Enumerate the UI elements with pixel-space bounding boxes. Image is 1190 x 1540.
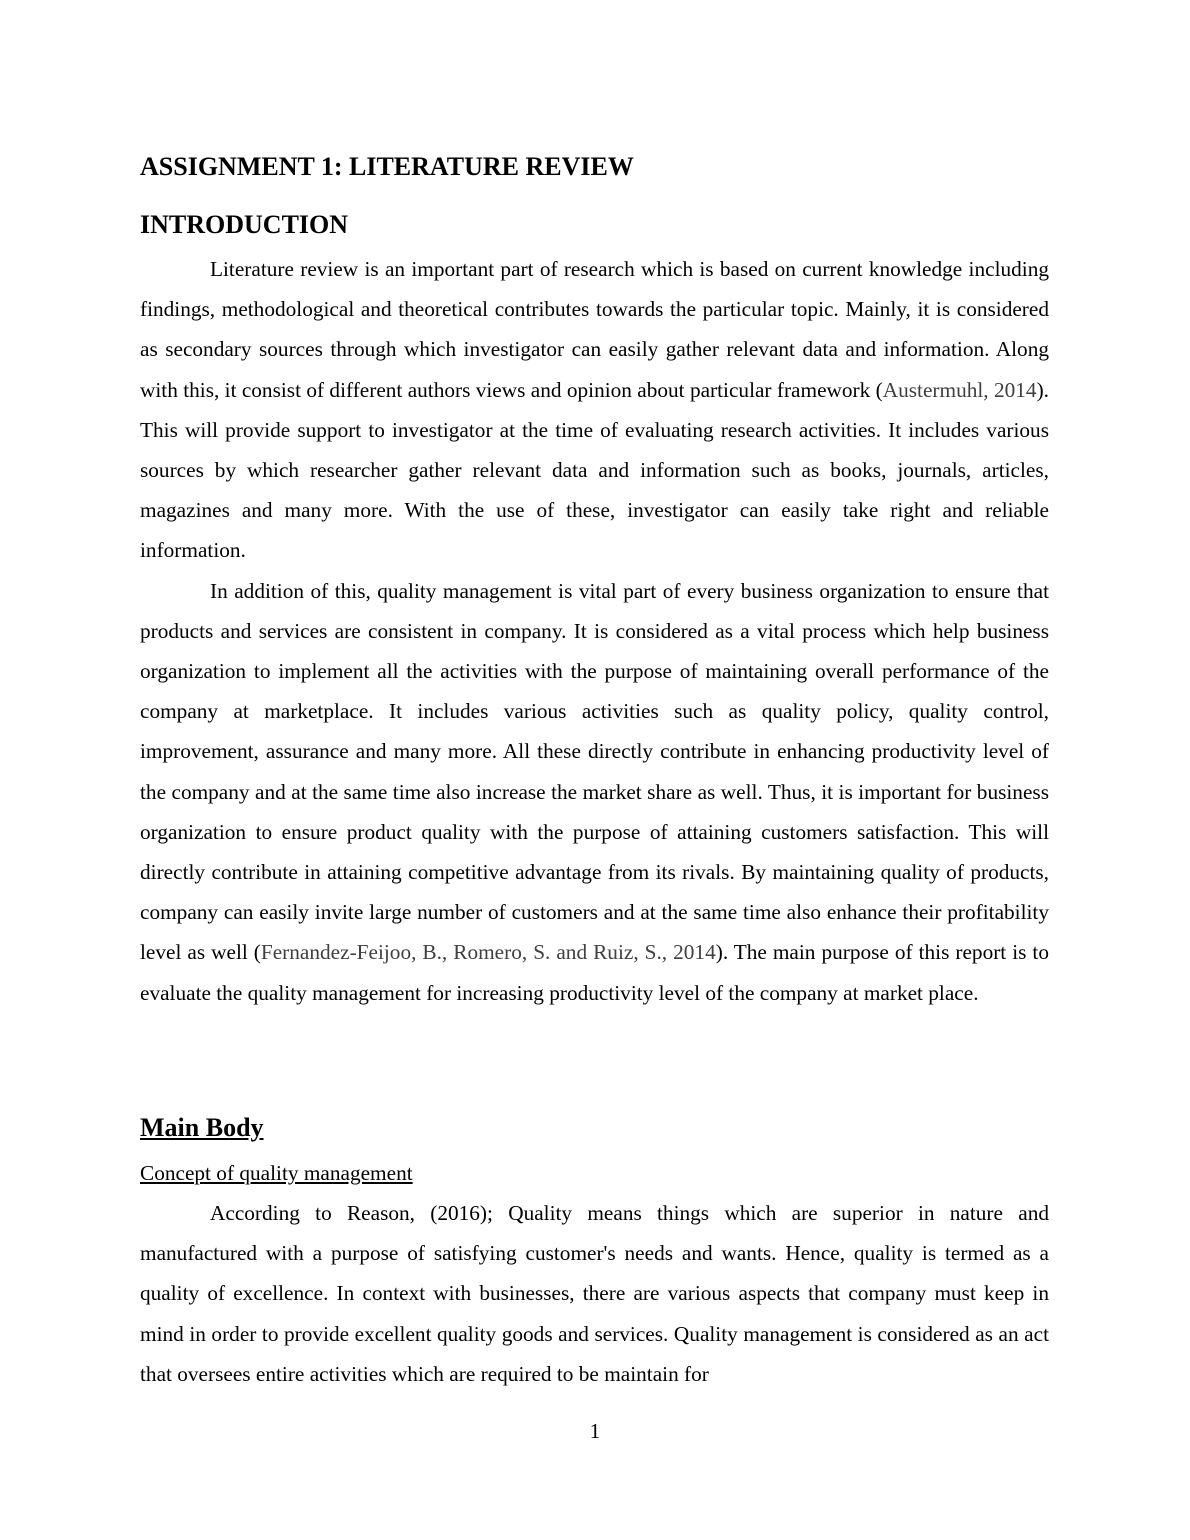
concept-subheading: Concept of quality management bbox=[140, 1161, 413, 1185]
introduction-p2-text-start: In addition of this, quality management is vital part of every business organization to ensure that products and services are consistent in company. It is considered as a vital process which help business organization to implement all the activities with the purpose of maintaining overall performance of the company at marketplace. It includes various activities such as quality policy, quality control, improvement, assurance and many more. All these directly contribute in enhancing productivity level of the company and at the same time also increase the market share as well. Thus, it is important for business organization to ensure product quality with the purpose of attaining customers satisfaction. This will directly contribute in attaining competitive advantage from its rivals. By maintaining quality of products, company can easily invite large number of customers and at the same time also enhance their profitability level as well ( bbox=[140, 578, 1049, 965]
introduction-p1-text-start: Literature review is an important part of research which is based on current knowledge including findings, methodological and theoretical contributes towards the particular topic. Mainly, it is considered as secondary sources through which investigator can easily gather relevant data and information. Along with this, it consist of different authors views and opinion about particular framework ( bbox=[140, 257, 1049, 402]
introduction-section bbox=[140, 249, 1049, 1013]
introduction-p1-text-end: ). This will provide support to investigator at the time of evaluating research activities. It includes various sources by which researcher gather relevant data and information such as books, journals, articles, magazines and many more. With the use of these, investigator can easily take right and reliable information. bbox=[140, 377, 1049, 563]
document-title: ASSIGNMENT 1: LITERATURE REVIEW bbox=[140, 152, 634, 181]
citation-fernandez-feijoo: Fernandez-Feijoo, B., Romero, S. and Ruiz, S., 2014 bbox=[260, 940, 716, 965]
concept-section bbox=[140, 1193, 1049, 1394]
introduction-p2-text-end: ). The main purpose of this report is to evaluate the quality management for increasing productivity level of the company at market place. bbox=[140, 940, 1049, 1005]
introduction-heading: INTRODUCTION bbox=[140, 210, 349, 239]
page-number: 1 bbox=[589, 1419, 601, 1443]
citation-austermuhl: Austermuhl, 2014 bbox=[882, 377, 1037, 402]
introduction-paragraph-1 bbox=[140, 249, 1049, 571]
main-body-heading: Main Body bbox=[140, 1113, 264, 1142]
introduction-paragraph-2 bbox=[140, 571, 1049, 1013]
concept-paragraph-1: According to Reason, (2016); Quality means things which are superior in nature and manufactured with a purpose of satisfying customer's needs and wants. Hence, quality is termed as a quality of excellence. In context with businesses, there are various aspects that company must keep in mind in order to provide excellent quality goods and services. Quality management is considered as an act that oversees entire activities which are required to be maintain for bbox=[140, 1201, 1049, 1386]
